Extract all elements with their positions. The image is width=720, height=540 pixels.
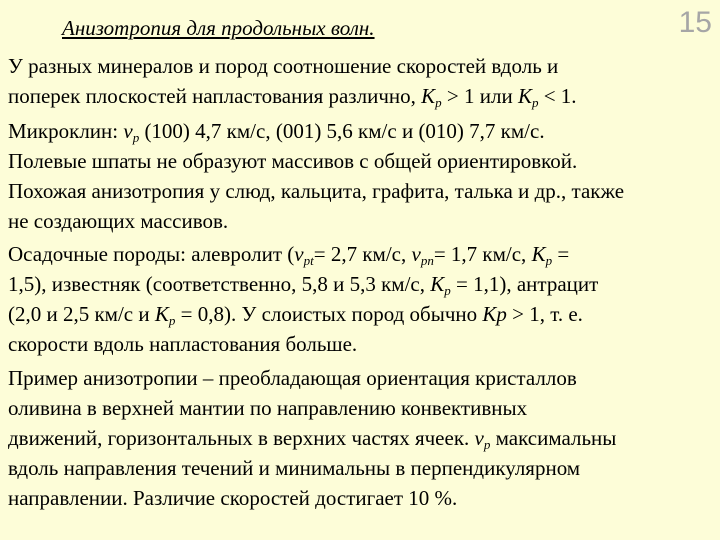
pt-subscript: pt (303, 253, 314, 268)
text: = (552, 242, 570, 266)
text: 1,5), известняк (соответственно, 5,8 и 5,3 км/с, (8, 272, 431, 296)
v-symbol: v (474, 426, 484, 450)
v-symbol: v (123, 119, 133, 143)
paragraph-line (8, 299, 714, 329)
paragraph-line (8, 423, 714, 453)
p-subscript: p (545, 253, 553, 268)
text: = 2,7 км/с, (313, 242, 412, 266)
paragraph-2 (8, 116, 714, 236)
text: У разных минералов и пород соотношение скоростей вдоль и (8, 54, 559, 78)
pn-subscript: pn (420, 253, 434, 268)
paragraph-line: Похожая анизотропия у слюд, кальцита, графита, талька и др., также (8, 179, 625, 203)
paragraph-4 (8, 363, 714, 513)
p-subscript: p (444, 283, 451, 298)
k-symbol: K (517, 84, 532, 108)
paragraph-line: направлении. Различие скоростей достигает 10 %. (8, 486, 458, 510)
text: максимальны (490, 426, 617, 450)
p-subscript: p (483, 437, 491, 452)
paragraph-3 (8, 239, 714, 359)
text: движений, горизонтальных в верхних частях ячеек. (8, 426, 475, 450)
paragraph-line (8, 81, 714, 111)
p-subscript: p (531, 95, 539, 110)
paragraph-line: Полевые шпаты не образуют массивов с общей ориентировкой. (8, 149, 578, 173)
p-subscript: p (168, 313, 176, 328)
paragraph-line: вдоль направления течений и минимальны в перпендикулярном (8, 456, 581, 480)
text: Осадочные породы: алевролит ( (8, 242, 295, 266)
paragraph-line (8, 239, 714, 269)
paragraph-line: оливина в верхней мантии по направлению конвективных (8, 396, 528, 420)
k-symbol: K (430, 272, 445, 296)
text: < 1. (538, 84, 577, 108)
v-symbol: v (411, 242, 421, 266)
paragraph-line (8, 51, 714, 81)
text: Микроклин: (8, 119, 124, 143)
text: > 1 или (441, 84, 518, 108)
paragraph-line: скорости вдоль напластования больше. (8, 332, 358, 356)
kp-symbol: Kp (482, 302, 507, 326)
p-subscript: p (435, 95, 442, 110)
page-number: 15 (678, 6, 712, 39)
k-symbol: K (154, 302, 169, 326)
text: (100) 4,7 км/с, (001) 5,6 км/с и (010) 7,7 км/с. (139, 119, 545, 143)
paragraph-line: Пример анизотропии – преобладающая ориентация кристаллов (8, 366, 577, 390)
paragraph-line (8, 269, 714, 299)
p-subscript: p (132, 130, 140, 145)
paragraph-1 (8, 51, 714, 111)
text: > 1, т. е. (506, 302, 583, 326)
text: поперек плоскостей напластования различно, (8, 84, 422, 108)
k-symbol: K (421, 84, 436, 108)
paragraph-line: не создающих массивов. (8, 209, 229, 233)
paragraph-line (8, 116, 714, 146)
text: (2,0 и 2,5 км/с и (8, 302, 155, 326)
text: = 1,7 км/с, (433, 242, 532, 266)
slide-title: Анизотропия для продольных волн. (62, 16, 375, 40)
text: = 0,8). У слоистых пород обычно (175, 302, 483, 326)
v-symbol: v (294, 242, 304, 266)
k-symbol: K (531, 242, 546, 266)
text: = 1,1), антрацит (450, 272, 599, 296)
